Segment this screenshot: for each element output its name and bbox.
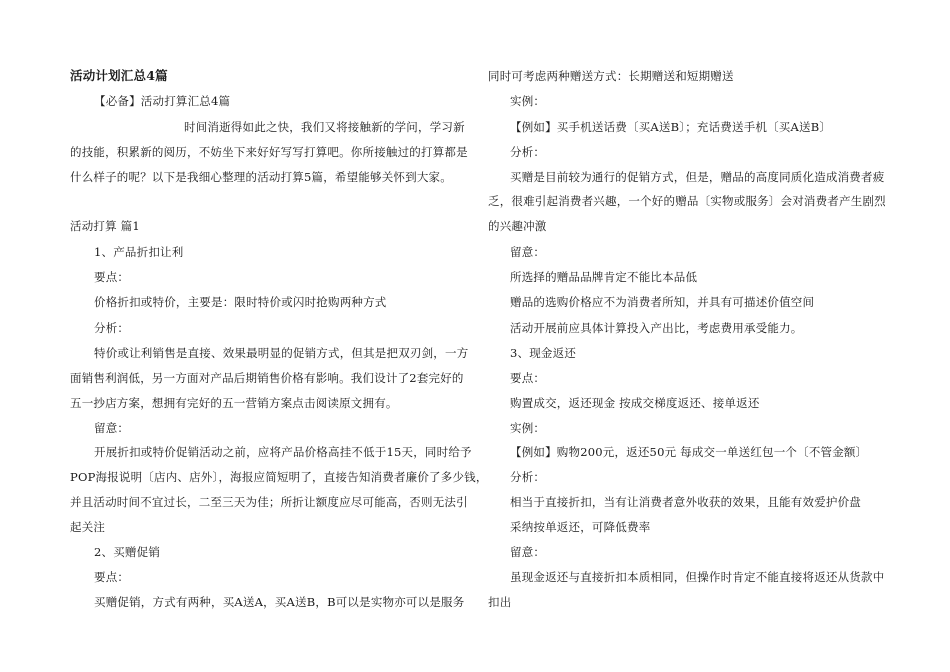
paragraph-line: 买赠促销，方式有两种，买A送A，买A送B，B可以是实物亦可以是服务 [94, 595, 465, 609]
item-heading-2: 2、买赠促销 [94, 545, 161, 559]
item-heading-3: 3、现金返还 [510, 346, 577, 360]
paragraph-line: 起关注 [70, 520, 106, 534]
label-analysis: 分析： [510, 470, 546, 484]
label-notice: 留意： [94, 421, 130, 435]
label-example: 实例： [510, 421, 546, 435]
paragraph-line: 的兴趣冲激 [488, 219, 547, 233]
paragraph-line: 所选择的赠品品牌肯定不能比本品低 [510, 270, 698, 284]
paragraph-line: 活动开展前应具体计算投入产出比，考虑费用承受能力。 [510, 321, 803, 335]
document-title: 活动计划汇总4篇 [70, 68, 168, 83]
paragraph-line: 同时可考虑两种赠送方式：长期赠送和短期赠送 [488, 69, 734, 83]
paragraph-line: 开展折扣或特价促销活动之前，应将产品价格高挂不低于15天，同时给予 [94, 445, 472, 459]
paragraph-line: 面销售利润低，另一方面对产品后期销售价格有影响。我们设计了2套完好的 [70, 371, 464, 385]
intro-line-2: 的技能，积累新的阅历，不妨坐下来好好写写打算吧。你所接触过的打算都是 [70, 145, 468, 159]
paragraph-line: 【例如】购物200元，返还50元 每成交一单送红包一个〔不管金额〕 [510, 445, 868, 459]
paragraph-line: 特价或让利销售是直接、效果最明显的促销方式，但其是把双刃剑，一方 [94, 346, 469, 360]
paragraph-line: 扣出 [488, 595, 512, 609]
paragraph-line: 价格折扣或特价，主要是：限时特价或闪时抢购两种方式 [94, 295, 387, 309]
paragraph-line: 虽现金返还与直接折扣本质相同，但操作时肯定不能直接将返还从货款中 [510, 570, 885, 584]
label-keypoints: 要点： [510, 371, 546, 385]
intro-line-3: 什么样子的呢？以下是我细心整理的活动打算5篇，希望能够关怀到大家。 [70, 170, 452, 184]
label-analysis: 分析： [510, 145, 546, 159]
paragraph-line: 买赠是目前较为通行的促销方式，但是，赠品的高度同质化造成消费者疲 [510, 170, 885, 184]
label-example: 实例： [510, 94, 546, 108]
section-heading-1: 活动打算 篇1 [70, 219, 140, 233]
paragraph-line: 相当于直接折扣，当有让消费者意外收获的效果，且能有效爱护价盘 [510, 495, 861, 509]
paragraph-line: 赠品的选购价格应不为消费者所知，并具有可描述价值空间 [510, 295, 815, 309]
paragraph-line: 乏，很难引起消费者兴趣，一个好的赠品〔实物或服务〕会对消费者产生剧烈 [488, 194, 886, 208]
label-keypoints: 要点： [94, 270, 130, 284]
paragraph-line: 五一抄店方案，想拥有完好的五一营销方案点击阅读原文拥有。 [70, 396, 398, 410]
item-heading-1: 1、产品折扣让利 [94, 245, 184, 259]
label-analysis: 分析： [94, 321, 130, 335]
paragraph-line: 【例如】买手机送话费〔买A送B〕；充话费送手机〔买A送B〕 [510, 120, 832, 134]
label-notice: 留意： [510, 245, 546, 259]
label-notice: 留意： [510, 545, 546, 559]
paragraph-line: 并且活动时间不宜过长，二至三天为佳；所折让额度应尽可能高，否则无法引 [70, 495, 468, 509]
paragraph-line: 购置成交，返还现金 按成交梯度返还、接单返还 [510, 396, 760, 410]
subtitle-line: 【必备】活动打算汇总4篇 [94, 94, 231, 108]
intro-line-1: 时间消逝得如此之快，我们又将接触新的学问，学习新 [184, 120, 465, 134]
paragraph-line: 采纳按单返还，可降低费率 [510, 520, 651, 534]
paragraph-line: POP海报说明〔店内、店外〕，海报应简短明了，直接告知消费者廉价了多少钱， [70, 470, 488, 484]
label-keypoints: 要点： [94, 570, 130, 584]
